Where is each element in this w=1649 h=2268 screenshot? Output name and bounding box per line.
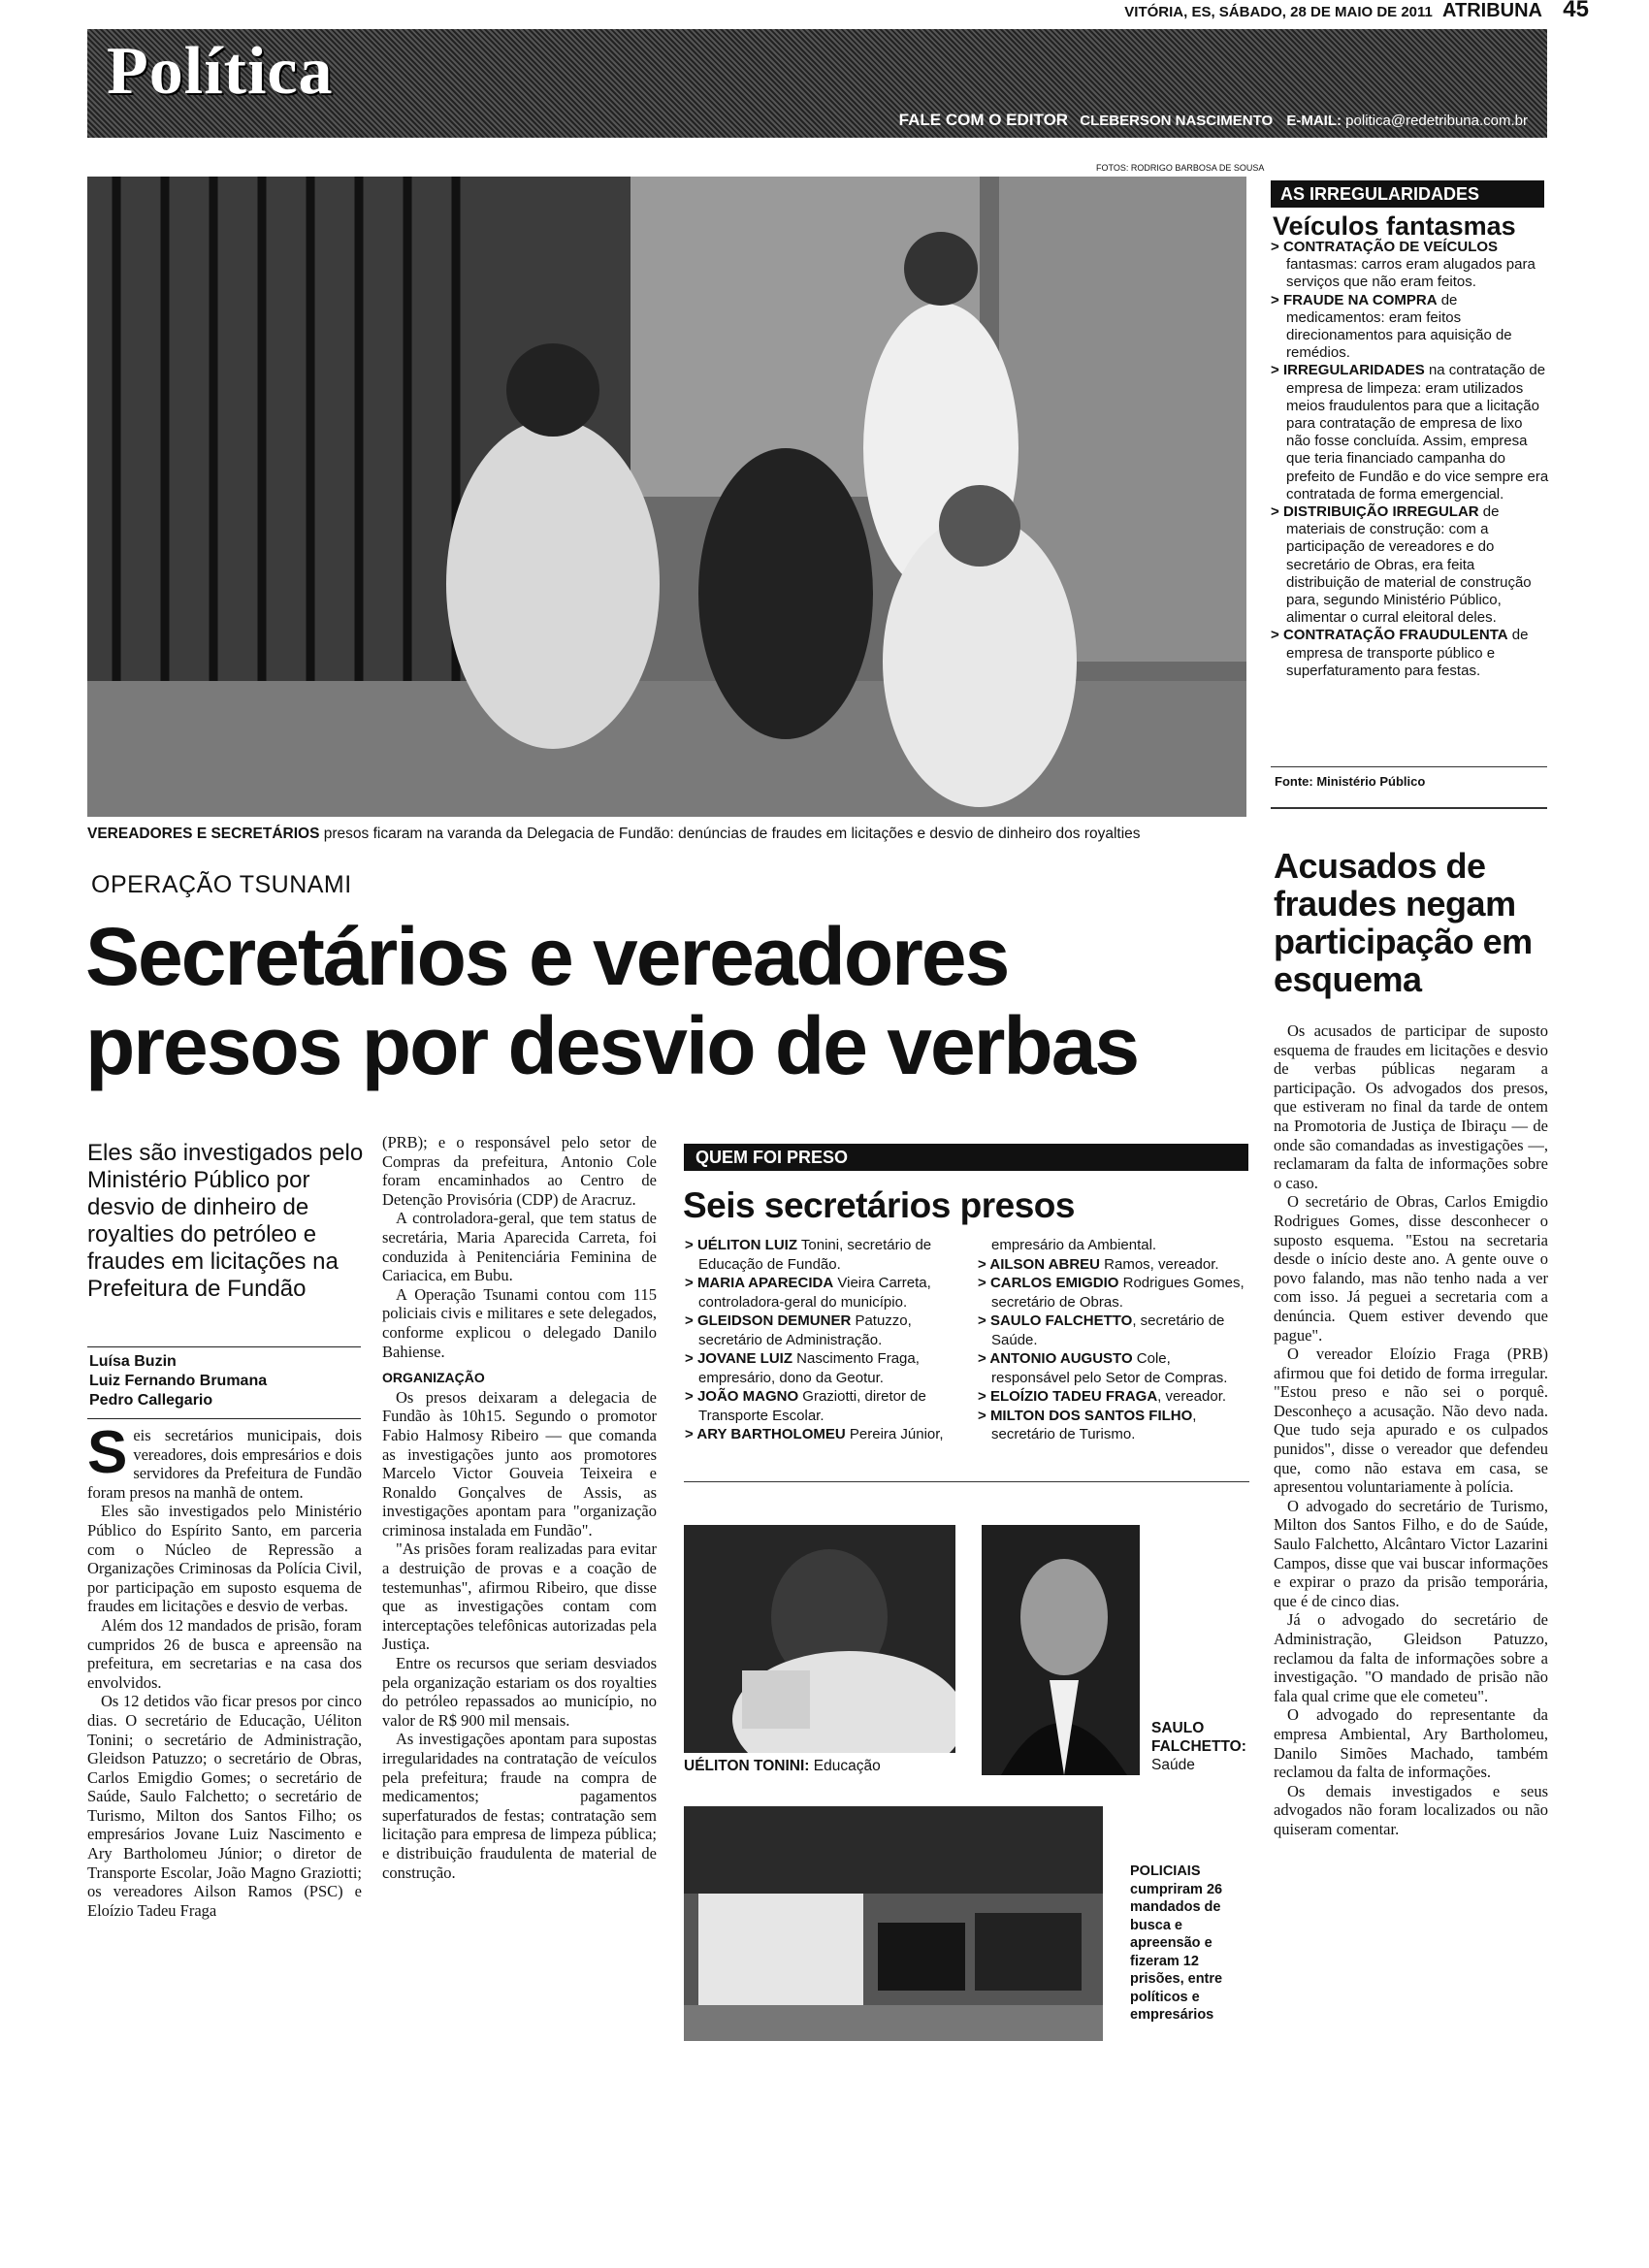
sidebar-source: Fonte: Ministério Público [1275,774,1426,789]
article-column-1: Seis secretários municipais, dois vereadores, dois empresários e dois servidores da Prefeitura de Fundão foram presos na manhã de ontem. Eles são investigados pelo Ministério Público do Espírito Santo, em parceria com o Núcleo de Repressão a Organizações Criminosas da Polícia Civil, por participação em suposto esquema de fraudes em licitações e desvio de verbas. Além dos 12 mandados de prisão, foram cumpridos 26 de busca e apreensão na prefeitura, em secretarias e na casa dos envolvidos. Os 12 detidos vão ficar presos por cinco dias. O secretário de Educação, Uéliton Tonini; o secretário de Administração, Gleidson Patuzzo; o secretário de Obras, Carlos Emigdio Gomes; o secretário de Saúde, Saulo Falchetto; o secretário de Turismo, Milton dos Santos Filho; os empresários Jovane Luiz Nascimento e Ary Bartholomeu Júnior; o diretor de Transporte Escolar, João Magno Graziotti; os vereadores Ailson Ramos (PSC) e Eloízio Tadeu Fraga [87,1419,362,1920]
tonini-photo-image [684,1525,955,1753]
list-item: > DISTRIBUIÇÃO IRREGULAR de materiais de construção: com a participação de vereadores e do secretário de Obras, era feita distribuição de material de construção para, segundo Ministério Público, alimentar o curral eleitoral deles. [1271,503,1532,627]
subhead-organizacao: ORGANIZAÇÃO [382,1370,485,1386]
author: Luísa Buzin [89,1353,177,1370]
main-photo-caption [87,826,1251,843]
irregularidades-title: Veículos fantasmas [1273,211,1516,241]
email-label: E-MAIL: [1286,113,1342,129]
sidebar-bottom-rule [1271,807,1547,809]
police-photo [684,1806,1103,2041]
tonini-photo [684,1525,955,1753]
main-headline [85,912,1138,1090]
kicker: OPERAÇÃO TSUNAMI [91,871,352,898]
list-item: > CARLOS EMIGDIO Rodrigues Gomes, secretário de Obras. [978,1275,1245,1311]
quem-foi-preso-label: QUEM FOI PRESO [684,1144,1248,1171]
sidebar-divider [1271,766,1547,767]
headline-line-1: Secretários e vereadores [85,911,1009,1002]
police-photo-image [684,1806,1103,2041]
list-item: > IRREGULARIDADES na contratação de empresa de limpeza: eram utilizados meios fraudulentos para que a licitação para contratação de empresa de lixo não fosse concluída. Assim, empresa que teria financiado campanha do prefeito de Fundão e do vice sempre era contratada de forma emergencial. [1271,362,1549,502]
photo-credit: FOTOS: RODRIGO BARBOSA DE SOUSA [1096,163,1265,173]
main-caption-text: presos ficaram na varanda da Delegacia de Fundão: denúncias de fraudes em licitações e desvio de dinheiro dos royalties [319,826,1141,842]
police-caption: POLICIAIS cumpriram 26 mandados de busca e apreensão e fizeram 12 prisões, entre políticos e empresários [1130,1863,1223,2023]
byline [89,1352,267,1410]
list-item: > MILTON DOS SANTOS FILHO, secretário de Turismo. [978,1407,1197,1442]
list-item: > SAULO FALCHETTO, secretário de Saúde. [978,1312,1225,1348]
editor-email[interactable]: politica@redetribuna.com.br [1345,113,1528,129]
list-item: > ANTONIO AUGUSTO Cole, responsável pelo Setor de Compras. [978,1350,1228,1386]
page-number: 45 [1563,0,1589,22]
list-item: > CONTRATAÇÃO DE VEÍCULOS fantasmas: carros eram alugados para serviços que não eram feitos. [1271,239,1536,291]
main-caption-bold: VEREADORES E SECRETÁRIOS [87,826,320,842]
editor-label: FALE COM O EDITOR [898,111,1069,129]
list-item: > ARY BARTHOLOMEU Pereira Júnior, [685,1426,944,1442]
author: Luiz Fernando Brumana [89,1373,268,1389]
publication-name: ATRIBUNA [1442,0,1542,21]
deck-rule [87,1346,361,1347]
article-column-2: (PRB); e o responsável pelo setor de Compras da prefeitura, Antonio Cole foram encaminhados ao Centro de Detenção Provisória (CDP) de Aracruz. A controladora-geral, que tem status de secretária, Maria Aparecida Carreta, foi conduzida à Penitenciária Feminina de Cariacica, em Bubu. A Operação Tsunami contou com 115 policiais civis e militares e sete delegados, conforme explicou o delegado Danilo Bahiense. ORGANIZAÇÃO Os presos deixaram a delegacia de Fundão às 10h15. Segundo o promotor Fabio Halmosy Ribeiro — que comanda as investigações junto aos promotores Marcelo Victor Gouveia Teixeira e Ronaldo Gonçalves de Assis, as investigações apontam para "organização criminosa instalada em Fundão". "As prisões foram realizadas para evitar a destruição de provas e a coação de testemunhas", afirmou Ribeiro, que disse que as investigações contam com interceptações telefônicas autorizadas pela Justiça. Entre os recursos que seriam desviados pela organização estariam os dos royalties do petróleo repassados ao município, no valor de R$ 900 mil mensais. As investigações apontam para supostas irregularidades na contratação de veículos pela prefeitura; fraude na compra de medicamentos; pagamentos superfaturados de festas; contratação sem licitação para empresa de limpeza pública; e distribuição fraudulenta de material de construção. [382,1133,657,1882]
section-title: Política [107,34,334,109]
list-item: empresário da Ambiental. [991,1237,1157,1253]
right-story-body: Os acusados de participar de suposto esquema de fraudes em licitações e desvio de verbas públicas negaram a participação. Os advogados dos presos, que estiveram no final da tarde de ontem na Promotoria de Justiça de Ibiraçu — de onde são comandadas as investigações —, reclamaram da falta de informações sobre o caso. O secretário de Obras, Carlos Emigdio Rodrigues Gomes, disse desconhecer o suposto esquema. "Estou na secretaria desde o início deste ano. A gente ouve o povo falando, mas não tenho nada a ver com isso. Já peguei a secretaria com a denúncia. Quem estiver devendo que pague". O vereador Eloízio Fraga (PRB) afirmou que foi detido de forma irregular. "Estou preso e não sei o porquê. Desconheço a acusação. Não devo nada. Que tudo seja apurado e os culpados punidos", disse o vereador que defendeu que, como não estava em casa, se apresentou voluntariamente à polícia. O advogado do secretário de Turismo, Milton dos Santos Filho, e do de Saúde, Saulo Falchetto, Alcântaro Victor Lazarini Campos, disse que vai buscar informações e expirar o prazo da prisão temporária, que é de cinco dias. Já o advogado do secretário de Administração, Gleidson Patuzzo, reclamou da falta de informações sobre a investigação. "O mandado de prisão não fala qual crime que ele cometeu". O advogado do representante da empresa Ambiental, Ary Bartholomeu, Danilo Simões Machado, também reclamou da falta de informações. Os demais investigados e seus advogados não foram localizados ou não quiseram comentar. [1274,1021,1548,1838]
irregularidades-list [1271,239,1550,680]
list-item: > GLEIDSON DEMUNER Patuzzo, secretário de Administração. [685,1312,912,1348]
list-item: > UÉLITON LUIZ Tonini, secretário de Educação de Fundão. [685,1237,932,1273]
list-item: > JOVANE LUIZ Nascimento Fraga, empresário, dono da Geotur. [685,1350,920,1386]
list-item: > CONTRATAÇÃO FRAUDULENTA de empresa de transporte público e superfaturamento para festas. [1271,627,1529,679]
deck: Eles são investigados pelo Ministério Público por desvio de dinheiro de royalties do petróleo e fraudes em licitações na Prefeitura de Fundão [87,1140,364,1302]
quem-foi-preso-title: Seis secretários presos [683,1185,1075,1225]
tonini-caption: UÉLITON TONINI: Educação [684,1758,881,1774]
list-item: > AILSON ABREU Ramos, vereador. [978,1255,1219,1273]
saulo-photo [982,1525,1140,1775]
list-item: > FRAUDE NA COMPRA de medicamentos: eram feitos direcionamentos para aquisição de remédios. [1271,291,1512,362]
list-item: > MARIA APARECIDA Vieira Carreta, controladora-geral do município. [685,1275,931,1311]
section-banner [87,29,1547,138]
main-photo [87,177,1246,817]
right-story-headline: Acusados de fraudes negam participação em esquema [1274,846,1533,999]
dateline [1124,0,1542,22]
author: Pedro Callegario [89,1392,213,1409]
list-item: > JOÃO MAGNO Graziotti, diretor de Transporte Escolar. [685,1388,926,1424]
list-item: > ELOÍZIO TADEU FRAGA, vereador. [978,1388,1227,1405]
saulo-caption: SAULO FALCHETTO: Saúde [1151,1720,1246,1773]
irregularidades-label: AS IRREGULARIDADES [1271,180,1544,208]
editor-name: CLEBERSON NASCIMENTO [1080,113,1274,129]
drop-cap: S [87,1419,128,1486]
saulo-photo-image [982,1525,1140,1775]
detainees-list-right [978,1236,1251,1444]
byline-rule [87,1418,361,1419]
qfp-bottom-rule [684,1481,1249,1482]
editor-contact [899,111,1528,130]
dateline-text: VITÓRIA, ES, SÁBADO, 28 DE MAIO DE 2011 [1124,4,1433,20]
headline-line-2: presos por desvio de verbas [85,1000,1139,1091]
main-photo-image [87,177,1246,817]
detainees-list-left [685,1236,958,1444]
